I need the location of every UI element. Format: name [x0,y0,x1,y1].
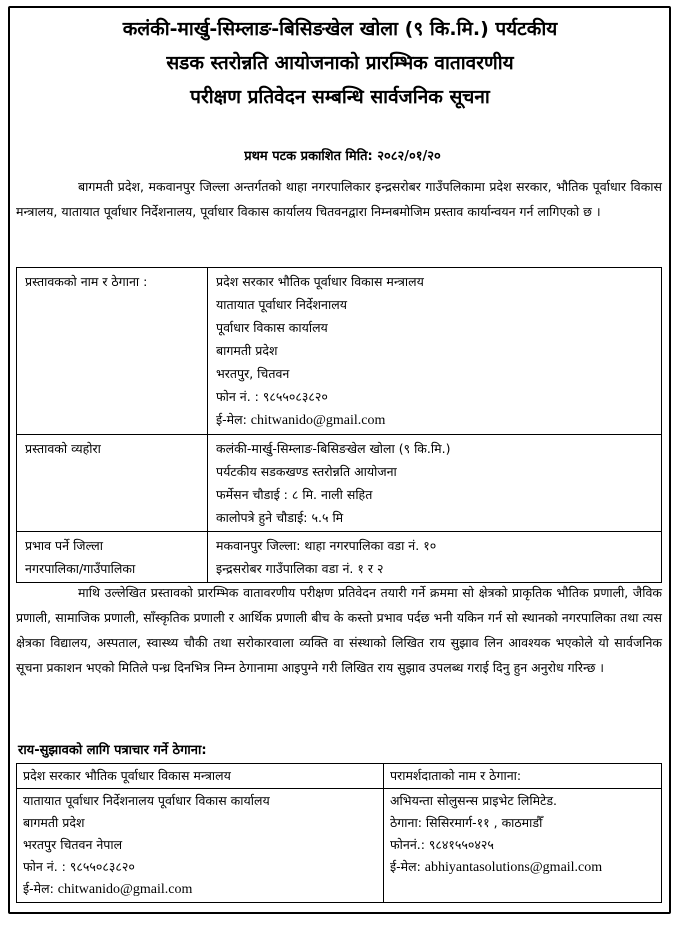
consultant-line: अभियन्ता सोलुसन्स प्राइभेट लिमिटेड. [390,793,558,808]
consultant-header: परामर्शदाताको नाम र ठेगाना: [384,764,662,789]
subject-line: फर्मेसन चौडाई : ८ मि. नाली सहित [216,487,373,502]
ministry-address [17,789,384,903]
proposer-label: प्रस्तावकको नाम र ठेगाना : [17,268,208,435]
ministry-email: chitwanido@gmail.com [57,882,193,897]
proposer-line: यातायात पूर्वाधार निर्देशनालय [216,297,347,312]
table-row [17,435,662,532]
table-row [17,789,662,903]
ministry-line: भरतपुर चितवन नेपाल [23,837,123,852]
subject-line: कालोपत्रे हुने चौडाई: ५.५ मि [216,510,344,525]
proposer-line: भरतपुर, चितवन [216,366,290,381]
intro-text: बागमती प्रदेश, मकवानपुर जिल्ला अन्तर्गतको थाहा नगरपालिकार इन्द्रसरोबर गाउँपलिकामा प्रदेश सरकार, भौतिक पूर्वाधार विकास मन्त्रालय, यातायात पूर्वाधार निर्देशनालय, पूर्वाधार विकास कार्यालय चितवनद्वारा निम्नबमोजिम प्रस्ताव कार्यान्वयन गर्न लागिएको छ । [16,179,662,219]
consultant-line: ठेगाना: सिसिरमार्ग-११ , काठमाडौँ [390,815,543,830]
table-row [17,764,662,789]
ministry-line: बागमती प्रदेश [23,815,85,830]
ministry-line: यातायात पूर्वाधार निर्देशनालय पूर्वाधार विकास कार्यालय [23,793,270,808]
email-label: ई-मेल: [390,859,421,874]
consultant-email: abhiyantasolutions@gmail.com [424,860,603,875]
notice-title-line-2: सडक स्तरोन्नति आयोजनाको प्रारम्भिक वातावरणीय [166,52,514,74]
affected-area-label-line: नगरपालिका/गाउँपालिका [25,561,136,576]
subject-line: कलंकी-मार्खु-सिम्लाङ-बिसिङखेल खोला (९ कि.मि.) [216,441,451,456]
subject-details [208,435,662,532]
notice-body-paragraph [16,580,662,680]
proposer-line: पूर्वाधार विकास कार्यालय [216,320,328,335]
notice-title-line-3: परीक्षण प्रतिवेदन सम्बन्धि सार्वजनिक सूचना [190,86,490,108]
affected-area-details [208,532,662,583]
proposer-email-row [216,408,655,432]
proposer-email: chitwanido@gmail.com [250,413,386,428]
proposer-line: बागमती प्रदेश [216,343,278,358]
consultant-address [384,789,662,903]
proposer-phone: फोन नं. : ९८५५०८३८२० [216,389,328,404]
table-row [17,532,662,583]
intro-paragraph [16,174,662,224]
notice-title-line-1: कलंकी-मार्खु-सिम्लाङ-बिसिङखेल खोला (९ कि.मि.) पर्यटकीय [122,18,558,40]
contact-table [16,763,662,903]
notice-body-text: माथि उल्लेखित प्रस्तावको प्रारम्भिक वातावरणीय परीक्षण प्रतिवेदन तयारी गर्ने क्रममा सो क्षेत्रको प्राकृतिक भौतिक प्रणाली, जैविक प्रणाली, सामाजिक प्रणाली, साँस्कृतिक प्रणाली र आर्थिक प्रणाली बीच के कस्तो प्रभाव पर्दछ भनी यकिन गर्न सो स्थानको नगरपालिका तथा त्यस क्षेत्रका विद्यालय, अस्पताल, स्वास्थ्य चौकी तथा सरोकारवाला व्यक्ति वा संस्थाको लिखित राय सुझाव लिन आवश्यक भएकोले यो सार्वजनिक सूचना प्रकाशन भएको मितिले पन्ध्र दिनभित्र निम्न ठेगानामा आइपुग्ने गरी लिखित राय सुझाव उपलब्ध गराई दिनु हुन अनुरोध गरिन्छ । [16,585,662,675]
ministry-email-row [23,878,377,901]
publish-date: प्रथम पटक प्रकाशित मिति: २०८२/०१/२० [244,149,441,164]
affected-area-line: मकवानपुर जिल्ला: थाहा नगरपालिका वडा नं. १० [216,538,437,553]
consultant-phone: फोननं.: ९८४१५५०४२५ [390,837,494,852]
subject-label: प्रस्तावको व्यहोरा [17,435,208,532]
ministry-phone: फोन नं. : ९८५५०८३८२० [23,859,135,874]
proposal-table [16,267,662,583]
subject-line: पर्यटकीय सडकखण्ड स्तरोन्नति आयोजना [216,464,397,479]
proposer-line: प्रदेश सरकार भौतिक पूर्वाधार विकास मन्त्रालय [216,274,424,289]
table-row [17,268,662,435]
email-label: ई-मेल: [23,881,54,896]
ministry-header: प्रदेश सरकार भौतिक पूर्वाधार विकास मन्त्रालय [17,764,384,789]
consultant-email-row [390,856,655,879]
proposer-details [208,268,662,435]
email-label: ई-मेल: [216,412,247,427]
affected-area-label-line: प्रभाव पर्ने जिल्ला [25,538,103,553]
correspondence-heading: राय-सुझावको लागि पत्राचार गर्ने ठेगाना: [18,743,207,758]
affected-area-label [17,532,208,583]
affected-area-line: इन्द्रसरोबर गाउँपालिका वडा नं. १ र २ [216,561,384,576]
